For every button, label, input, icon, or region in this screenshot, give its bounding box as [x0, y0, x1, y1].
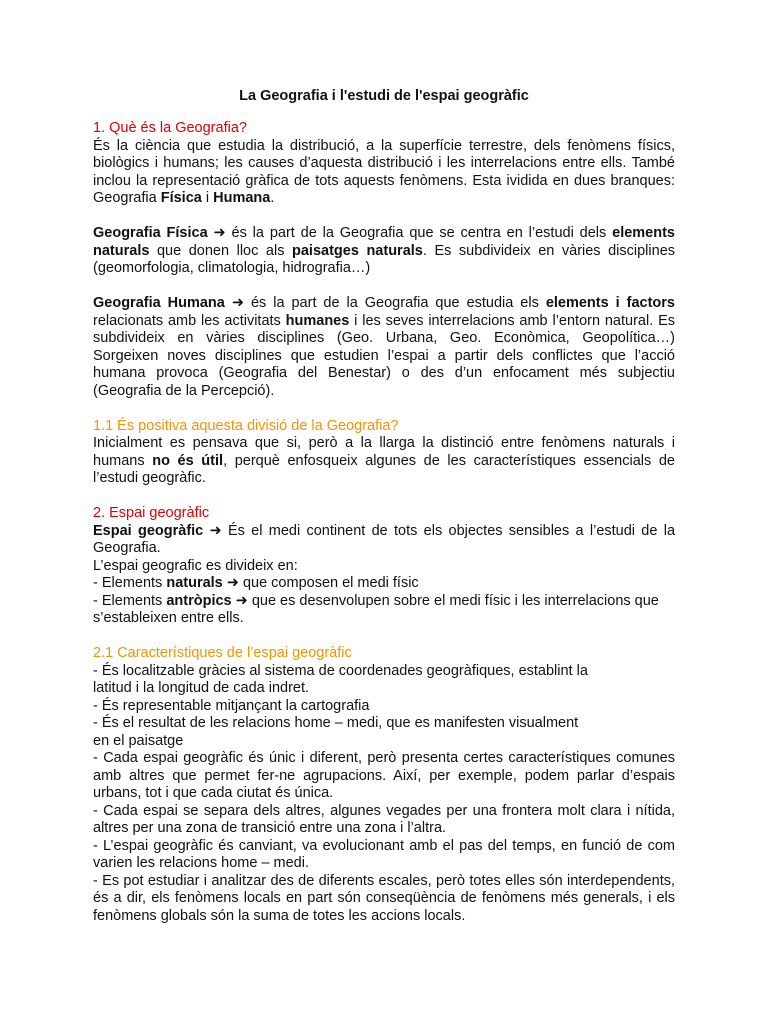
paragraph-space-definition: [93, 523, 675, 558]
bold-text: elements i factors: [545, 295, 675, 311]
bold-text: Geografia Física ➜: [93, 225, 226, 241]
section-heading-1: 1. Què és la Geografia?: [93, 120, 247, 136]
text: És la ciència que estudia la distribució, a la superfície terrestre, dels fenòmens físics, biològics i humans; les causes d’aquesta distribució i les interrelacions entre ells. També inclou la representació gràfica de tots aquests fenòmens. Esta ividida en dues branques: Geografia: [93, 137, 675, 206]
section-heading-2-1: 2.1 Característiques de l’espai geogràfic: [93, 645, 352, 661]
text-line: latitud i la longitud de cada indret.: [93, 680, 310, 696]
bold-text: elements naturals: [93, 225, 675, 259]
text: que donen lloc als: [149, 242, 292, 259]
text: és la part de la Geografia que se centra en l’estudi dels: [225, 225, 613, 241]
text: , perquè enfosqueix algunes de les característiques essencials de l’estudi geogràfic.: [93, 452, 675, 486]
text-line: - És localitzable gràcies al sistema de coordenades geogràfiques, establint la: [93, 662, 588, 679]
paragraph-physical-geography: [93, 225, 675, 278]
list-item-natural: [93, 575, 675, 593]
bold-text: no és útil: [152, 452, 224, 469]
list-item: [93, 663, 675, 698]
bold-text: paisatges naturals: [292, 242, 423, 259]
bold-text: Espai geogràfic ➜: [93, 522, 222, 539]
text: i: [201, 190, 214, 206]
paragraph-division: [93, 435, 675, 488]
bold-text: Física: [160, 190, 202, 206]
bold-text: Geografia Humana ➜: [93, 295, 244, 311]
list-item: - L’espai geogràfic és canviant, va evolucionant amb el pas del temps, en funció de com varien les relacions home – medi.: [93, 837, 675, 871]
text: i les seves interrelacions amb l’entorn natural. Es subdivideix en vàries disciplines (Geo. Urbana, Geo. Econòmica, Geopolítica…) Sorgeixen noves disciplines que estudien l’espai a partir dels conflictes que l’acció humana provoca (Geografia del Benestar) o des d’un enfocament més subjectiu (Geografia de la Percepció).: [93, 312, 675, 399]
text: .: [270, 190, 275, 206]
paragraph-divides: L’espai geografic es divideix en:: [93, 557, 298, 574]
section-heading-1-1: 1.1 És positiva aquesta divisió de la Geografia?: [93, 417, 399, 434]
paragraph-definition: [93, 138, 675, 208]
text: - Elements: [93, 575, 167, 591]
text: que es desenvolupen sobre el medi físic i les interrelacions que s’estableixen entre ells.: [93, 592, 659, 626]
list-item: - És representable mitjançant la cartografia: [93, 697, 370, 714]
list-item: - Es pot estudiar i analitzar des de diferents escales, però totes elles són interdependents, és a dir, els fenòmens locals en part són conseqüència de fenòmens més generals, i els fenòmens globals són la suma de totes les accions locals.: [93, 872, 675, 924]
text: És el medi continent de tots els objectes sensibles a l’estudi de la Geografia.: [93, 522, 676, 556]
bold-text: antròpics ➜: [166, 592, 248, 609]
document-title: La Geografia i l'estudi de l'espai geogràfic: [239, 88, 529, 104]
list-item: - Cada espai se separa dels altres, algunes vegades per una frontera molt clara i nítida, altres per una zona de transició entre una zona i l’altra.: [93, 802, 675, 836]
text-line: - És el resultat de les relacions home – medi, que es manifesten visualment: [93, 715, 579, 731]
section-heading-2: 2. Espai geogràfic: [93, 505, 210, 521]
text: - Elements: [93, 592, 167, 609]
bold-text: Humana: [213, 190, 271, 206]
text: que composen el medi físic: [238, 575, 419, 591]
bold-text: naturals ➜: [166, 575, 239, 591]
text: . Es subdivideix en vàries disciplines (geomorfologia, climatologia, hidrografia…): [93, 242, 676, 276]
list-item-anthropic: [93, 593, 675, 628]
paragraph-human-geography: [93, 295, 675, 400]
text: Inicialment es pensava que si, però a la llarga la distinció entre fenòmens naturals i humans: [93, 435, 675, 469]
text: és la part de la Geografia que estudia els: [243, 295, 546, 311]
list-item: - Cada espai geogràfic és únic i diferent, però presenta certes característiques comunes amb altres que permet fer-ne agrupacions. Així, per exemple, podem parlar d’espais urbans, tot i que cada ciutat és única.: [93, 750, 675, 801]
text-line: en el paisatge: [93, 732, 184, 749]
bold-text: humanes: [285, 312, 350, 329]
list-item: [93, 715, 675, 750]
text: relacionats amb les activitats: [93, 312, 286, 329]
